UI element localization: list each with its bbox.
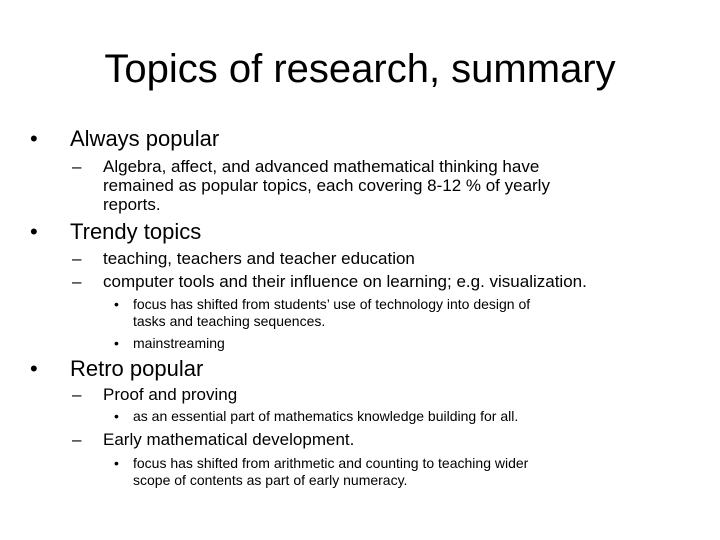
item-line: Proof and proving [103,385,238,404]
dash-icon: – [72,157,82,176]
bullet-icon: • [30,126,38,151]
section-heading-always-popular: Always popular [70,126,220,151]
bullet-icon: • [114,335,119,351]
subitem-line: focus has shifted from arithmetic and counting to teaching wider [133,455,529,471]
dash-icon: – [72,249,82,268]
item-line: computer tools and their influence on learning; e.g. visualization. [103,272,587,291]
subitem-line: scope of contents as part of early numeracy. [133,472,408,488]
subitem-line: mainstreaming [133,335,225,351]
item-line: Algebra, affect, and advanced mathematical thinking have [103,157,540,176]
bullet-icon: • [114,408,119,424]
item-line: remained as popular topics, each covering 8-12 % of yearly [103,176,550,195]
bullet-icon: • [114,455,119,471]
dash-icon: – [72,430,82,449]
section-heading-retro-popular: Retro popular [70,356,204,381]
slide-title: Topics of research, summary [104,47,616,91]
bullet-icon: • [30,356,38,381]
subitem-line: focus has shifted from students’ use of technology into design of [133,296,531,312]
dash-icon: – [72,272,82,291]
subitem-line: as an essential part of mathematics knowledge building for all. [133,408,519,424]
bullet-icon: • [30,219,38,244]
bullet-icon: • [114,296,119,312]
dash-icon: – [72,385,82,404]
item-line: teaching, teachers and teacher education [103,249,415,268]
subitem-line: tasks and teaching sequences. [133,313,326,329]
item-line: reports. [103,195,161,214]
item-line: Early mathematical development. [103,430,355,449]
section-heading-trendy-topics: Trendy topics [70,219,202,244]
